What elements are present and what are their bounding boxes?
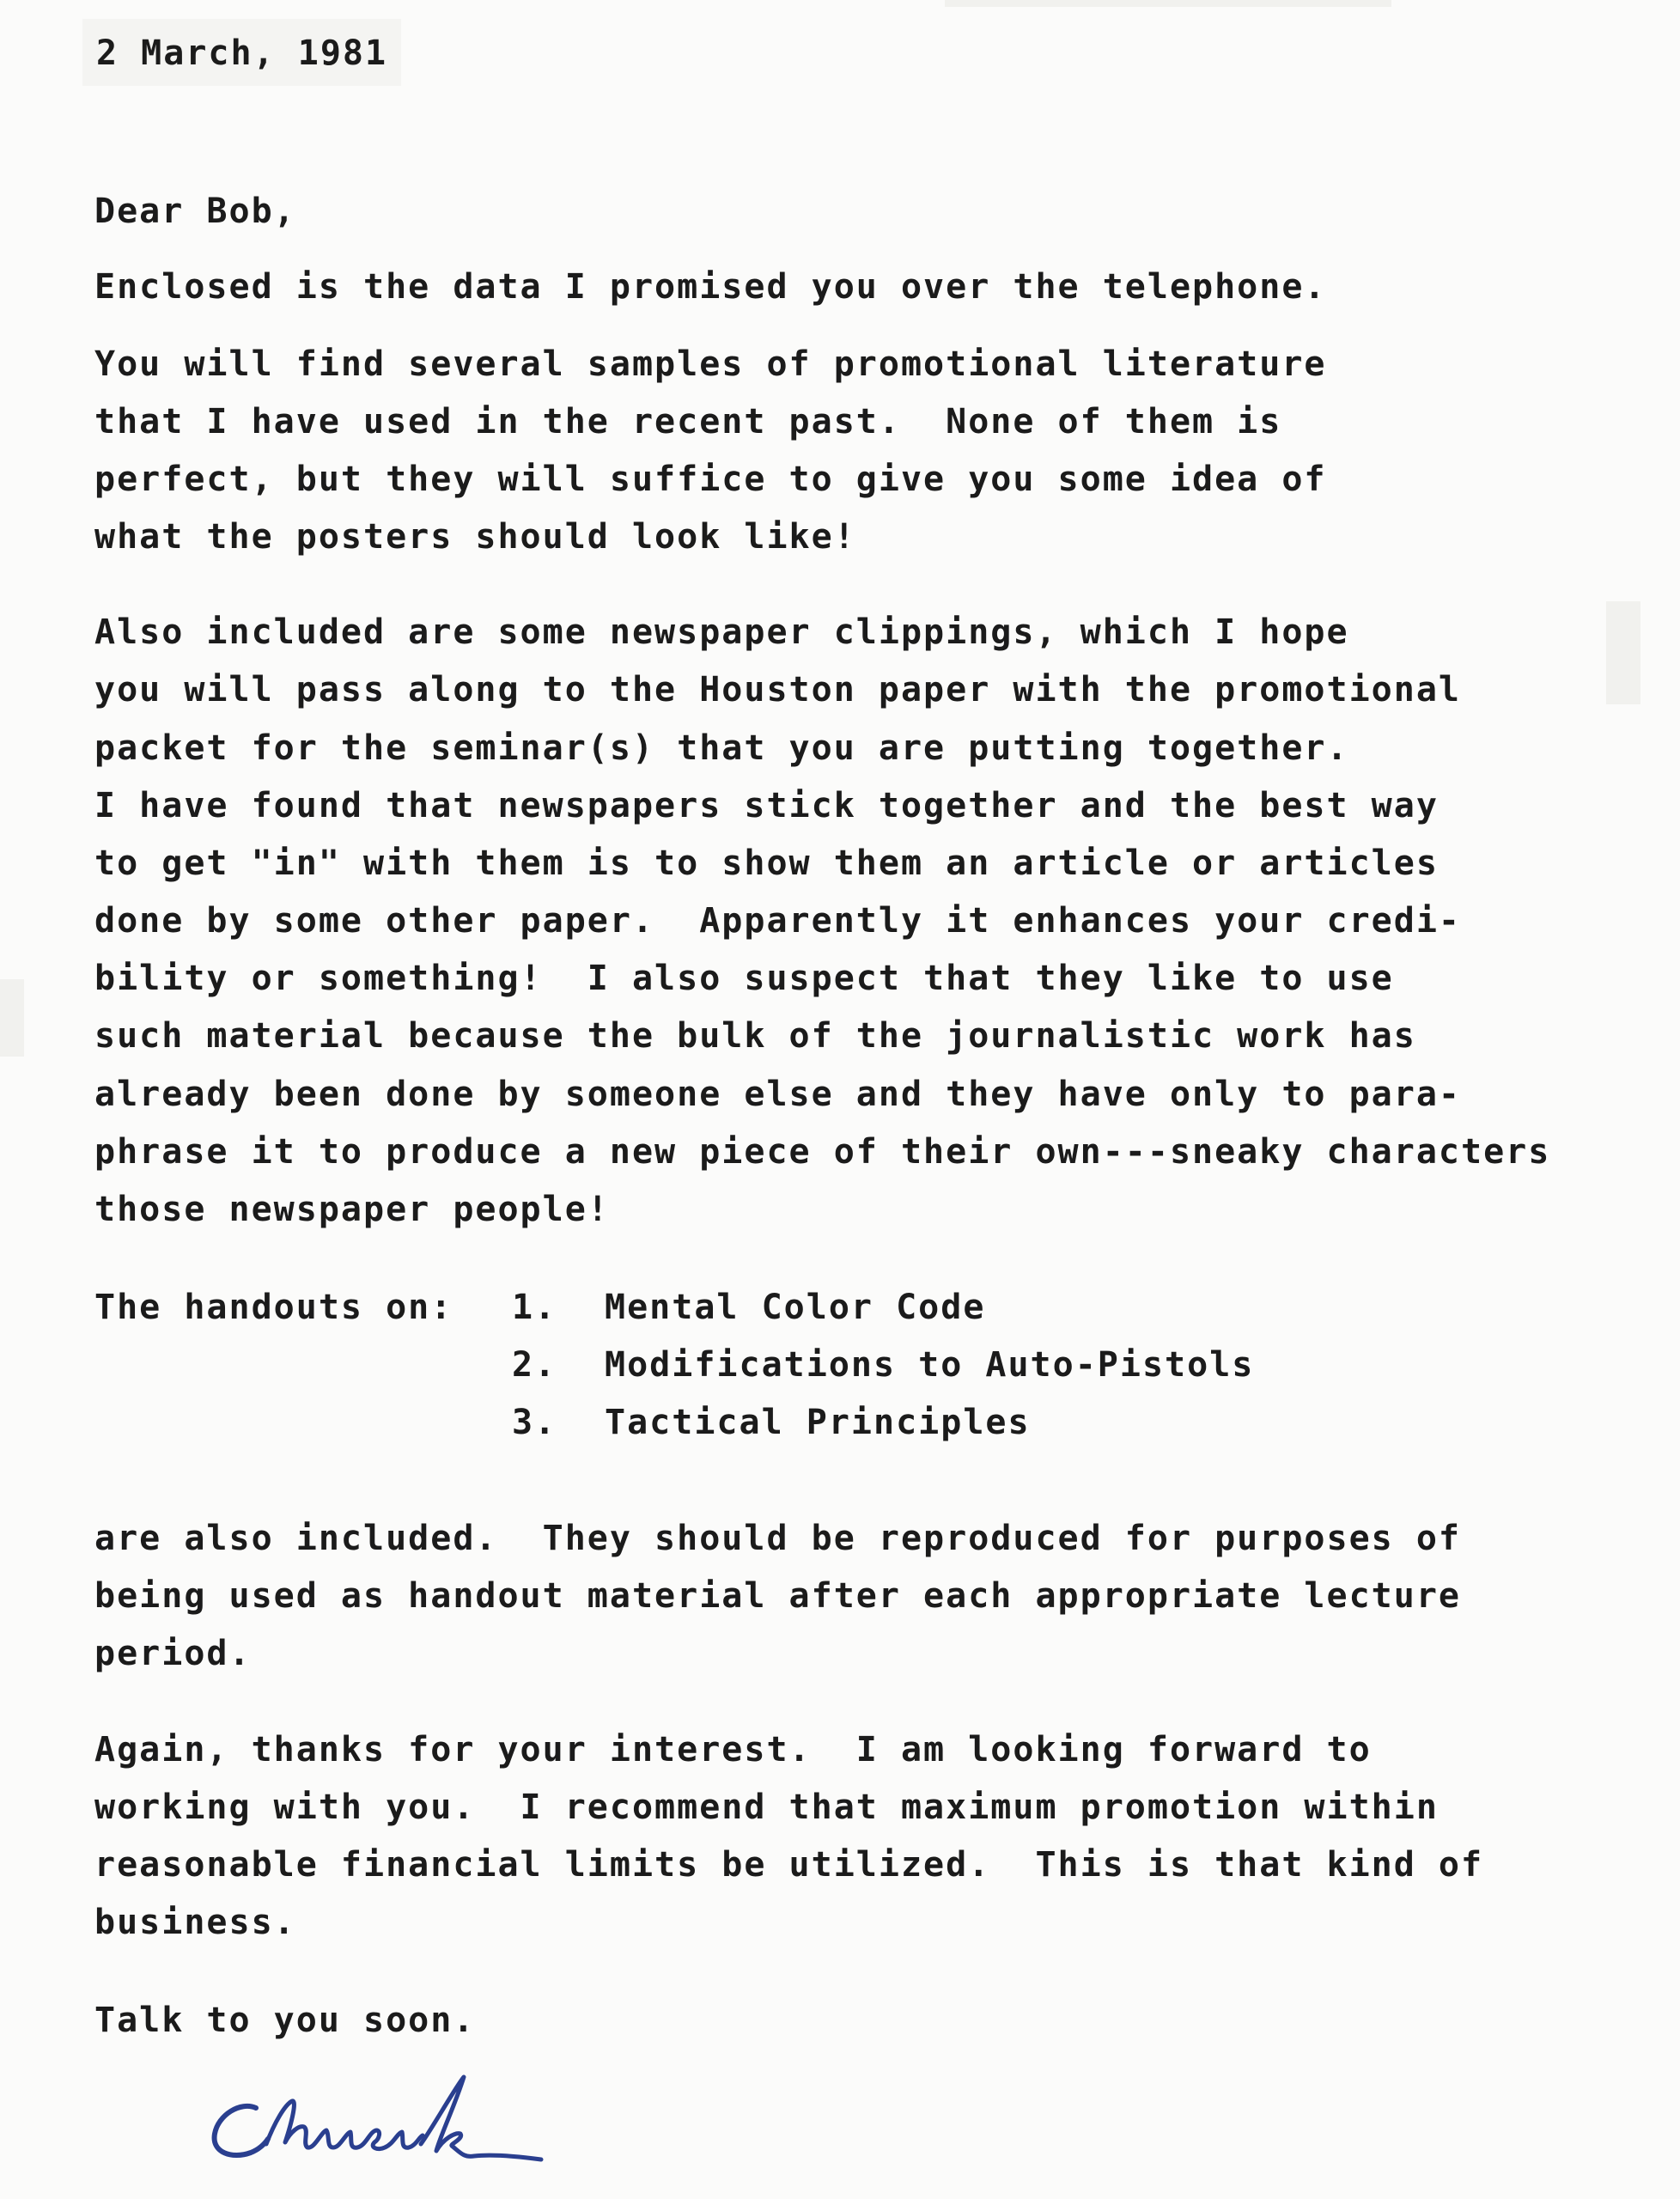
letter-date: 2 March, 1981: [82, 19, 401, 86]
paragraph-line: done by some other paper. Apparently it enhances your credi-: [94, 901, 1462, 941]
paragraph-line: You will find several samples of promotional literature: [94, 344, 1327, 384]
paragraph-line: Also included are some newspaper clippings, which I hope: [94, 612, 1349, 652]
handouts-intro: The handouts on:: [94, 1288, 453, 1327]
paragraph-line: what the posters should look like!: [94, 517, 856, 557]
paragraph-line: working with you. I recommend that maximum promotion within: [94, 1788, 1439, 1827]
paragraph-line: bility or something! I also suspect that they like to use: [94, 959, 1394, 998]
handout-number: 1.: [512, 1288, 557, 1327]
paragraph-line: phrase it to produce a new piece of their own---sneaky characters: [94, 1132, 1551, 1172]
handout-number: 3.: [512, 1403, 557, 1442]
paragraph-line: I have found that newspapers stick together and the best way: [94, 786, 1439, 825]
paragraph-line: being used as handout material after each appropriate lecture: [94, 1576, 1462, 1616]
salutation: Dear Bob,: [94, 192, 296, 231]
paragraph-line: Enclosed is the data I promised you over the telephone.: [94, 267, 1327, 307]
paragraph-line: are also included. They should be reproduced for purposes of: [94, 1519, 1462, 1558]
paragraph-line: Again, thanks for your interest. I am looking forward to: [94, 1730, 1372, 1770]
paragraph-line: that I have used in the recent past. None of them is: [94, 402, 1282, 442]
handout-number: 2.: [512, 1345, 557, 1385]
paragraph-line: to get "in" with them is to show them an article or articles: [94, 844, 1439, 883]
paragraph-line: business.: [94, 1903, 296, 1942]
handout-title: Mental Color Code: [605, 1288, 986, 1327]
signature-image: [206, 2070, 567, 2173]
paragraph-line: packet for the seminar(s) that you are putting together.: [94, 728, 1349, 768]
handout-title: Tactical Principles: [605, 1403, 1031, 1442]
paragraph-line: you will pass along to the Houston paper with the promotional: [94, 670, 1462, 710]
closing: Talk to you soon.: [94, 2001, 476, 2040]
paragraph-line: reasonable financial limits be utilized. This is that kind of: [94, 1845, 1484, 1885]
paragraph-line: period.: [94, 1634, 252, 1673]
signature-stroke: [421, 2077, 541, 2159]
signature-stroke: [215, 2106, 268, 2155]
signature-stroke: [266, 2101, 423, 2149]
paragraph-line: such material because the bulk of the journalistic work has: [94, 1016, 1416, 1056]
paragraph-line: already been done by someone else and they have only to para-: [94, 1075, 1462, 1114]
paragraph-line: perfect, but they will suffice to give you some idea of: [94, 460, 1327, 499]
handout-title: Modifications to Auto-Pistols: [605, 1345, 1255, 1385]
paragraph-line: those newspaper people!: [94, 1190, 610, 1229]
